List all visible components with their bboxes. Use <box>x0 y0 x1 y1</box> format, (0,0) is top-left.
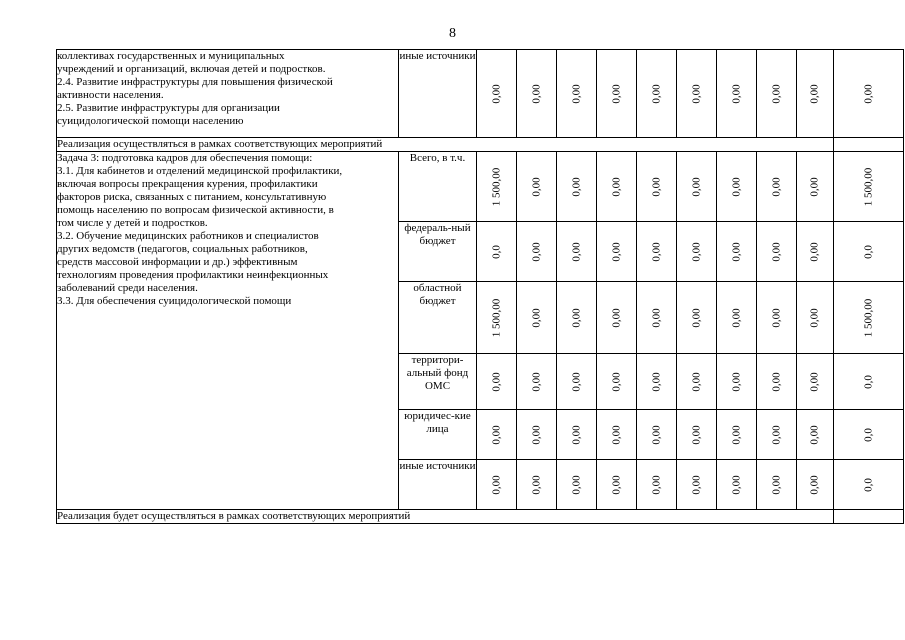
value-text: 0,00 <box>770 241 782 262</box>
value-cell <box>797 354 834 410</box>
value-cell <box>477 410 517 460</box>
value-cell <box>517 282 557 354</box>
value-cell <box>797 410 834 460</box>
value-text: 0,00 <box>610 241 622 262</box>
value-cell <box>477 222 517 282</box>
value-text: 0,00 <box>570 176 582 197</box>
value-text: 0,00 <box>808 83 821 104</box>
funding-source: федераль-ный бюджет <box>399 222 477 282</box>
value-cell <box>597 460 637 510</box>
funding-source: территори-альный фонд ОМС <box>399 354 477 410</box>
value-cell <box>757 460 797 510</box>
value-text: 0,00 <box>490 371 502 392</box>
value-text: 0,00 <box>530 241 542 262</box>
description-line: активности населения. <box>57 89 164 101</box>
value-cell <box>797 460 834 510</box>
value-cell <box>757 50 797 138</box>
value-text: 0,00 <box>690 241 702 262</box>
value-cell <box>597 50 637 138</box>
value-text: 0,00 <box>610 307 622 328</box>
value-cell <box>637 152 677 222</box>
implementation-note: Реализация осуществляться в рамках соответствующих мероприятий <box>57 138 834 152</box>
value-cell <box>834 222 904 282</box>
value-cell <box>797 152 834 222</box>
value-cell <box>477 152 517 222</box>
value-text: 0,00 <box>570 241 582 262</box>
value-cell <box>517 410 557 460</box>
activity-description <box>57 152 399 510</box>
value-cell <box>757 282 797 354</box>
funding-source: иные источники <box>399 50 477 138</box>
value-text: 0,00 <box>570 371 582 392</box>
value-cell <box>637 50 677 138</box>
value-cell <box>717 460 757 510</box>
empty-cell <box>834 510 904 524</box>
value-cell <box>677 152 717 222</box>
value-cell <box>597 354 637 410</box>
value-text: 0,00 <box>730 83 742 104</box>
value-cell <box>637 354 677 410</box>
value-cell <box>557 354 597 410</box>
value-cell <box>517 460 557 510</box>
value-cell <box>677 354 717 410</box>
value-cell <box>597 410 637 460</box>
value-text: 0,00 <box>730 424 742 445</box>
value-text: 0,00 <box>650 176 662 197</box>
description-line: 3.2. Обучение медицинских работников и специалистов <box>57 230 319 242</box>
value-cell <box>477 282 517 354</box>
value-text: 0,00 <box>530 474 542 495</box>
value-text: 0,00 <box>808 424 821 445</box>
value-text: 0,00 <box>610 474 622 495</box>
value-text: 0,00 <box>650 424 662 445</box>
value-text: 0,00 <box>490 424 502 445</box>
note-row <box>57 138 904 152</box>
value-text: 0,00 <box>808 176 821 197</box>
value-text: 0,00 <box>770 307 782 328</box>
value-cell <box>637 410 677 460</box>
value-cell <box>597 222 637 282</box>
table-row <box>57 152 904 222</box>
description-line: том числе у детей и подростков. <box>57 217 208 229</box>
value-cell <box>637 222 677 282</box>
description-line: включая вопросы прекращения курения, профилактики <box>57 178 318 190</box>
value-cell <box>557 460 597 510</box>
funding-source: иные источники <box>399 460 477 510</box>
description-line: Задача 3: подготовка кадров для обеспечения помощи: <box>57 152 313 164</box>
value-cell <box>834 460 904 510</box>
value-text: 0,00 <box>690 371 702 392</box>
value-cell <box>717 282 757 354</box>
value-text: 1 500,00 <box>862 298 874 337</box>
value-cell <box>637 460 677 510</box>
description-line: помощь населению по вопросам физической активности, в <box>57 204 334 216</box>
value-cell <box>677 460 717 510</box>
activity-description <box>57 50 399 138</box>
description-line: коллективах государственных и муниципальных <box>57 50 285 62</box>
value-cell <box>757 410 797 460</box>
value-text: 0,00 <box>862 83 874 104</box>
value-cell <box>717 50 757 138</box>
value-text: 0,00 <box>730 474 742 495</box>
value-cell <box>834 50 904 138</box>
value-text: 0,00 <box>770 424 782 445</box>
value-cell <box>757 152 797 222</box>
description-line: средств массовой информации и др.) эффективным <box>57 256 298 268</box>
description-line: других ведомств (педагогов, социальных работников, <box>57 243 308 255</box>
description-line: 2.4. Развитие инфраструктуры для повышения физической <box>57 76 333 88</box>
value-cell <box>477 354 517 410</box>
value-cell <box>477 460 517 510</box>
value-text: 1 500,00 <box>490 298 502 337</box>
value-text: 0,00 <box>530 371 542 392</box>
value-cell <box>677 282 717 354</box>
value-cell <box>557 152 597 222</box>
value-cell <box>677 410 717 460</box>
value-cell <box>517 152 557 222</box>
value-text: 0,00 <box>650 241 662 262</box>
value-text: 0,00 <box>690 176 702 197</box>
value-text: 0,00 <box>770 371 782 392</box>
value-cell <box>477 50 517 138</box>
value-text: 0,00 <box>650 474 662 495</box>
value-text: 0,00 <box>690 307 702 328</box>
value-text: 0,00 <box>610 371 622 392</box>
description-line: технологиям проведения профилактики неинфекционных <box>57 269 329 281</box>
description-line: 2.5. Развитие инфраструктуры для организации <box>57 102 280 114</box>
implementation-note: Реализация будет осуществляться в рамках соответствующих мероприятий <box>57 510 834 524</box>
value-cell <box>834 152 904 222</box>
value-text: 0,0 <box>862 427 874 442</box>
value-text: 0,00 <box>570 424 582 445</box>
value-cell <box>834 282 904 354</box>
value-cell <box>834 410 904 460</box>
value-text: 0,00 <box>690 474 702 495</box>
value-cell <box>797 282 834 354</box>
value-text: 0,00 <box>530 307 542 328</box>
value-cell <box>717 152 757 222</box>
value-text: 0,00 <box>570 474 582 495</box>
value-text: 0,00 <box>730 371 742 392</box>
value-cell <box>557 410 597 460</box>
value-cell <box>677 222 717 282</box>
description-line: 3.3. Для обеспечения суицидологической помощи <box>57 295 292 307</box>
value-text: 0,00 <box>490 83 502 104</box>
description-line: суицидологической помощи населению <box>57 115 244 127</box>
value-cell <box>517 50 557 138</box>
value-text: 0,00 <box>730 176 742 197</box>
value-text: 0,00 <box>570 307 582 328</box>
value-cell <box>757 354 797 410</box>
value-cell <box>597 152 637 222</box>
value-text: 0,00 <box>770 474 782 495</box>
value-text: 0,00 <box>690 83 702 104</box>
value-text: 1 500,00 <box>490 167 502 206</box>
description-line: факторов риска, связанных с питанием, консультативную <box>57 191 327 203</box>
value-text: 0,00 <box>650 371 662 392</box>
value-text: 0,00 <box>610 83 622 104</box>
value-text: 0,0 <box>862 244 874 259</box>
value-text: 0,00 <box>530 83 542 104</box>
value-text: 0,00 <box>808 371 821 392</box>
value-text: 0,00 <box>530 424 542 445</box>
value-cell <box>637 282 677 354</box>
value-cell <box>557 282 597 354</box>
table-row <box>57 50 904 138</box>
funding-source: юридичес-кие лица <box>399 410 477 460</box>
value-cell <box>717 410 757 460</box>
value-text: 0,0 <box>490 244 502 259</box>
value-cell <box>757 222 797 282</box>
value-cell <box>517 222 557 282</box>
value-cell <box>557 50 597 138</box>
funding-source: Всего, в т.ч. <box>399 152 477 222</box>
value-text: 0,00 <box>808 474 821 495</box>
value-text: 0,00 <box>808 241 821 262</box>
value-text: 0,00 <box>650 307 662 328</box>
budget-table <box>56 49 904 524</box>
value-text: 0,00 <box>570 83 582 104</box>
funding-source: областной бюджет <box>399 282 477 354</box>
value-text: 1 500,00 <box>862 167 874 206</box>
value-cell <box>517 354 557 410</box>
value-text: 0,00 <box>610 176 622 197</box>
value-text: 0,00 <box>770 83 782 104</box>
description-line: заболеваний среди населения. <box>57 282 198 294</box>
value-cell <box>797 50 834 138</box>
value-text: 0,00 <box>490 474 502 495</box>
value-text: 0,00 <box>808 307 821 328</box>
value-text: 0,00 <box>530 176 542 197</box>
value-cell <box>834 354 904 410</box>
value-text: 0,0 <box>862 477 874 492</box>
description-line: 3.1. Для кабинетов и отделений медицинской профилактики, <box>57 165 343 177</box>
note-row <box>57 510 904 524</box>
page-number: 8 <box>449 26 456 41</box>
value-cell <box>717 354 757 410</box>
value-cell <box>797 222 834 282</box>
value-text: 0,00 <box>610 424 622 445</box>
value-cell <box>717 222 757 282</box>
value-text: 0,00 <box>730 241 742 262</box>
value-cell <box>557 222 597 282</box>
value-text: 0,00 <box>650 83 662 104</box>
value-text: 0,00 <box>690 424 702 445</box>
empty-cell <box>834 138 904 152</box>
value-text: 0,00 <box>770 176 782 197</box>
value-text: 0,00 <box>730 307 742 328</box>
value-text: 0,0 <box>862 374 874 389</box>
value-cell <box>597 282 637 354</box>
value-cell <box>677 50 717 138</box>
description-line: учреждений и организаций, включая детей и подростков. <box>57 63 326 75</box>
